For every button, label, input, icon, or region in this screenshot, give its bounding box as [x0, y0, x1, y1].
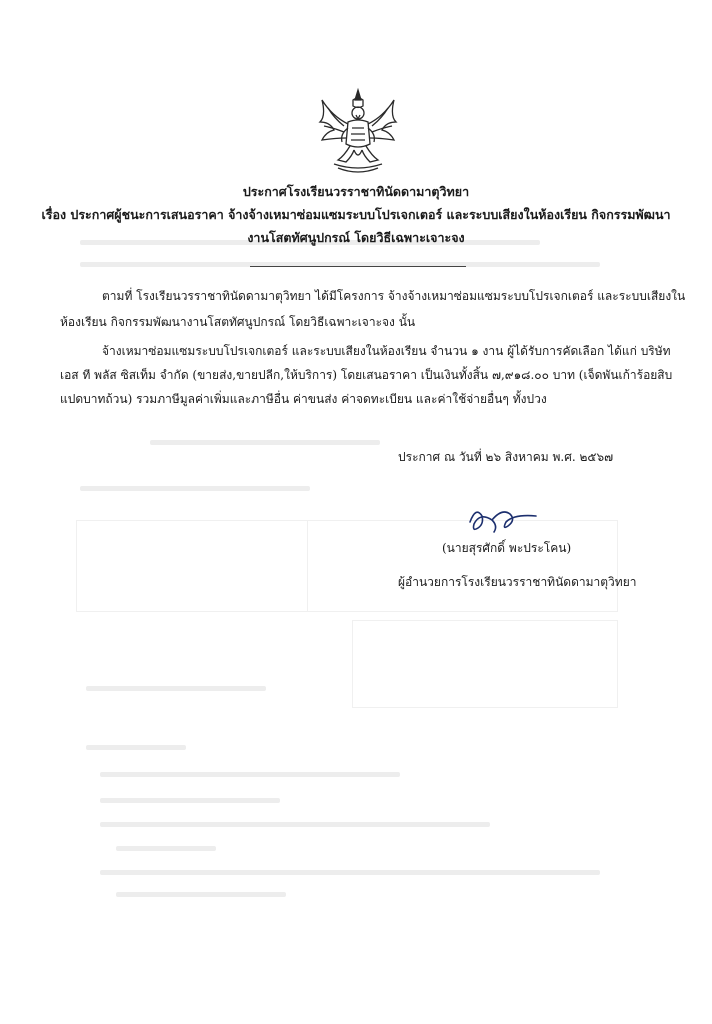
- body-paragraph-1-line-1: ตามที่ โรงเรียนวรราชาทินัดดามาตุวิทยา ได้มีโครงการ จ้างจ้างเหมาซ่อมแซมระบบโปรเจกเตอร์ และระบบเสียงใน: [102, 289, 686, 303]
- body-paragraph-2-line-3: แปดบาทถ้วน) รวมภาษีมูลค่าเพิ่มและภาษีอื่น ค่าขนส่ง ค่าจดทะเบียน และค่าใช้จ่ายอื่นๆ ทั้งปวง: [60, 392, 547, 406]
- body-paragraph-2-line-2: เอส ที พลัส ซิสเท็ม จำกัด (ขายส่ง,ขายปลีก,ให้บริการ) โดยเสนอราคา เป็นเงินทั้งสิ้น ๗,๙๑๘.๐๐ บาท (เจ็ดพันเก้าร้อยสิบ: [60, 368, 673, 382]
- announcement-date: ประกาศ ณ วันที่ ๒๖ สิงหาคม พ.ศ. ๒๕๖๗: [398, 450, 614, 464]
- title-divider: [250, 266, 466, 267]
- signer-position: ผู้อำนวยการโรงเรียนวรราชาทินัดดามาตุวิทยา: [398, 575, 637, 589]
- signer-name: (นายสุรศักดิ์ พะประโคน): [442, 541, 572, 555]
- announcement-title: ประกาศโรงเรียนวรราชาทินัดดามาตุวิทยา: [242, 184, 470, 199]
- announcement-subject-continued: งานโสตทัศนูปกรณ์ โดยวิธีเฉพาะเจาะจง: [247, 230, 465, 245]
- announcement-subject: เรื่อง ประกาศผู้ชนะการเสนอราคา จ้างจ้างเหมาซ่อมแซมระบบโปรเจกเตอร์ และระบบเสียงในห้องเรียน กิจกรรมพัฒนา: [41, 207, 671, 222]
- body-paragraph-1-line-2: ห้องเรียน กิจกรรมพัฒนางานโสตทัศนูปกรณ์ โดยวิธีเฉพาะเจาะจง นั้น: [60, 315, 416, 329]
- body-paragraph-2-line-1: จ้างเหมาซ่อมแซมระบบโปรเจกเตอร์ และระบบเสียงในห้องเรียน จำนวน ๑ งาน ผู้ได้รับการคัดเลือก ได้แก่ บริษัท: [102, 344, 671, 358]
- handwritten-signature: [462, 502, 542, 536]
- garuda-emblem-icon: [308, 82, 408, 182]
